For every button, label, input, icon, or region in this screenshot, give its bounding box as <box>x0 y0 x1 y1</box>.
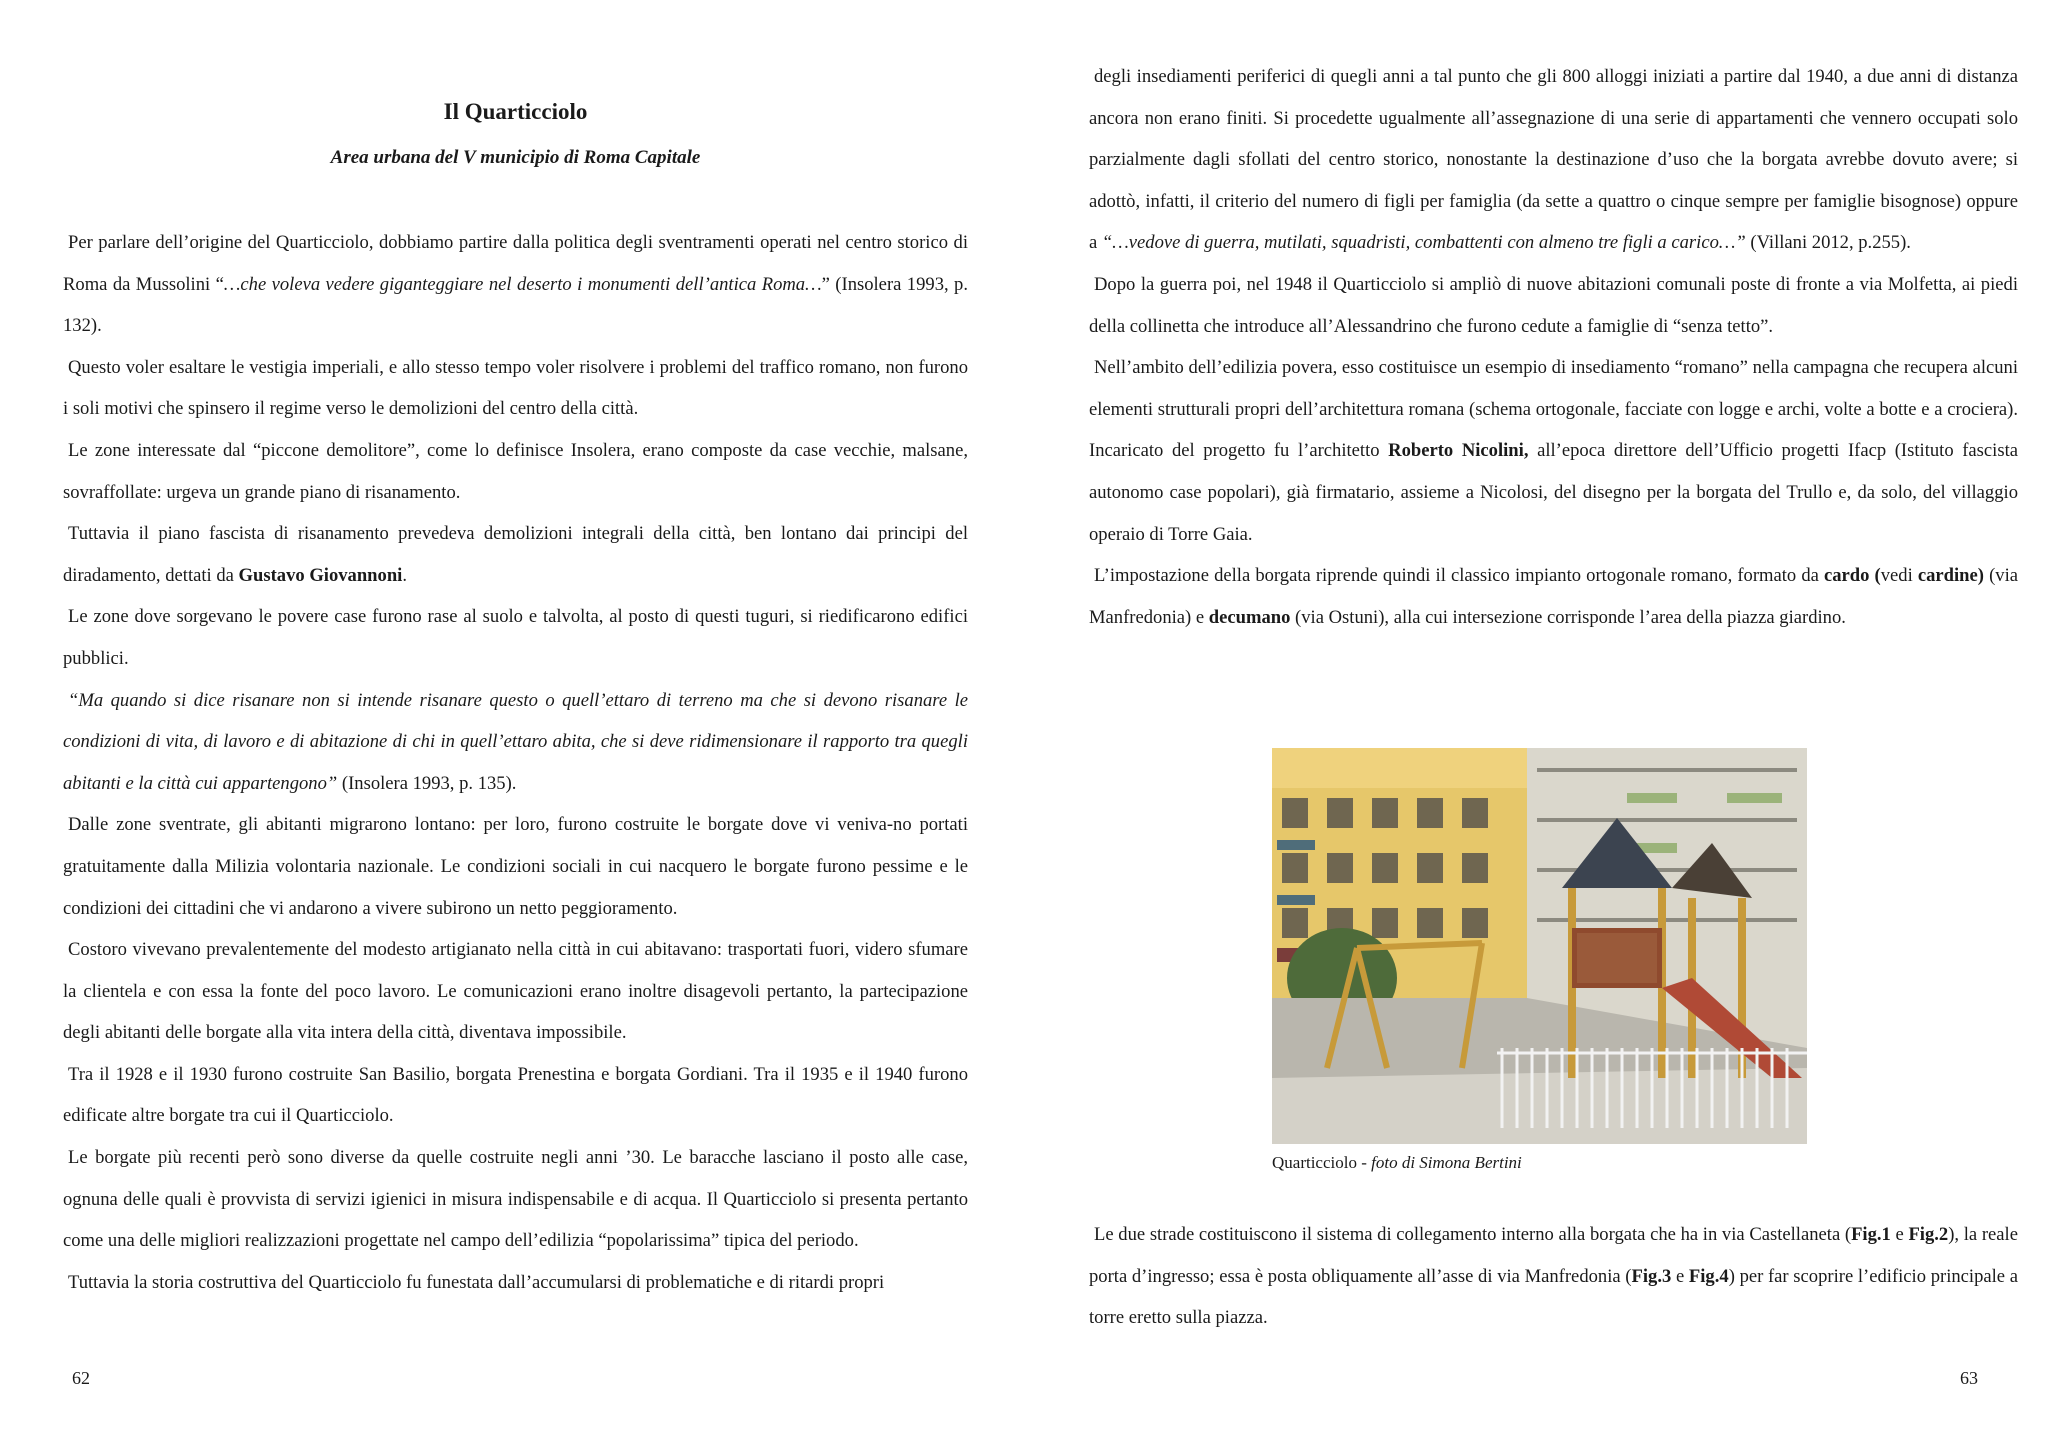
text-run: e <box>1890 1224 1909 1245</box>
caption-credit: foto di Simona Bertini <box>1371 1153 1522 1172</box>
paragraph: Dalle zone sventrate, gli abitanti migrarono lontano: per loro, furono costruite le borgate dove vi veniva-no portati gratuitamente dalla Milizia volontaria nazionale. Le condizioni sociali in cui nacquero le borgate furono pessime e le condizioni dei cittadini che vi andarono a vivere subirono un netto peggioramento. <box>63 814 968 919</box>
bold-term: decumano <box>1208 606 1291 628</box>
text-run: . <box>402 564 407 586</box>
right-page-body-top <box>1089 56 2018 638</box>
page-number: 62 <box>72 1368 90 1388</box>
figure-ref: Fig.2 <box>1908 1224 1949 1245</box>
citation: ” (Insolera 1993, p. 132). <box>63 273 968 337</box>
citation: (Villani 2012, p.255). <box>1745 232 1911 254</box>
page-number: 63 <box>1960 1368 1978 1388</box>
paragraph <box>63 222 968 347</box>
text-run: all’epoca direttore dell’Ufficio progetti Ifacp (Istituto fascista autonomo case popolari), già firmatario, assieme a Nicolosi, del disegno per la borgata del Trullo e, da solo, del villaggio operaio di Torre Gaia. <box>1089 440 2018 545</box>
citation: (Insolera 1993, p. 135). <box>337 772 517 794</box>
text-run: (via Ostuni), alla cui intersezione corrisponde l’area della piazza giardino. <box>1290 606 1846 628</box>
paragraph: Tuttavia la storia costruttiva del Quarticciolo fu funestata dall’accumularsi di problematiche e di ritardi propri <box>68 1271 885 1293</box>
figure-ref: Fig.3 <box>1631 1265 1672 1287</box>
chapter-title: Il Quarticciolo <box>443 99 588 124</box>
text-run: (via Manfredonia) e <box>1089 565 2019 628</box>
figure-ref: Fig.4 <box>1688 1265 1729 1287</box>
paragraph <box>63 680 968 805</box>
text-run: e <box>1671 1265 1689 1287</box>
text-run: ), la reale porta d’ingresso; essa è posta obliquamente all’asse di via Manfredonia ( <box>1089 1224 2018 1287</box>
playground-photo-image <box>1272 748 1807 1144</box>
text-run: Per parlare dell’origine del Quarticciolo, dobbiamo partire dalla politica degli sventramenti operati nel centro storico di Roma da Mussolini “ <box>63 232 968 295</box>
caption-title: Quarticciolo - <box>1272 1153 1372 1172</box>
paragraph <box>1089 347 2018 555</box>
left-page-body <box>63 222 968 1303</box>
paragraph <box>1089 1214 2018 1339</box>
paragraph <box>1089 56 2018 264</box>
paragraph: Le zone dove sorgevano le povere case furono rase al suolo e talvolta, al posto di questi tuguri, si riedificarono edifici pubblici. <box>63 606 968 669</box>
text-run: Tuttavia il piano fascista di risanamento prevedeva demolizioni integrali della città, ben lontano dai principi del diradamento, dettati da <box>63 523 968 586</box>
paragraph <box>1089 555 2018 638</box>
text-run: vedi <box>1880 565 1918 587</box>
quote: …che voleva vedere giganteggiare nel deserto i monumenti dell’antica Roma… <box>223 273 822 295</box>
paragraph: Le zone interessate dal “piccone demolitore”, come lo definisce Insolera, erano composte da case vecchie, malsane, sovraffollate: urgeva un grande piano di risanamento. <box>63 439 968 503</box>
chapter-subtitle: Area urbana del V municipio di Roma Capitale <box>330 147 701 168</box>
paragraph: Tra il 1928 e il 1930 furono costruite San Basilio, borgata Prenestina e borgata Gordiani. Tra il 1935 e il 1940 furono edificate altre borgate tra cui il Quarticciolo. <box>63 1063 968 1127</box>
text-run: ) per far scoprire l’edificio principale a torre eretto sulla piazza. <box>1089 1265 2018 1329</box>
bold-term: cardine) <box>1917 565 1984 587</box>
text-run: degli insediamenti periferici di quegli anni a tal punto che gli 800 alloggi iniziati a partire dal 1940, a due anni di distanza ancora non erano finiti. Si procedette ugualmente all’assegnazione di una serie di appartamenti che vennero occupati solo parzialmente dagli sfollati del centro storico, nonostante la destinazione d’uso che la borgata avrebbe dovuto avere; si adottò, infatti, il criterio del numero di figli per famiglia (da sette a quattro o cinque sempre per famiglie bisognose) oppure a <box>1089 66 2018 254</box>
paragraph: Dopo la guerra poi, nel 1948 il Quarticciolo si ampliò di nuove abitazioni comunali poste di fronte a via Molfetta, ai piedi della collinetta che introduce all’Alessandrino che furono cedute a famiglie di “senza tetto”. <box>1089 273 2018 337</box>
text-run: Le due strade costituiscono il sistema di collegamento interno alla borgata che ha in via Castellaneta ( <box>1094 1224 1852 1245</box>
paragraph <box>63 513 968 596</box>
paragraph: Le borgate più recenti però sono diverse da quelle costruite negli anni ’30. Le baracche lasciano il posto alle case, ognuna delle quali è provvista di servizi igienici in misura indispensabile e di acqua. Il Quarticciolo si presenta pertanto come una delle migliori realizzazioni progettate nel campo dell’edilizia “popolarissima” tipica del periodo. <box>63 1147 968 1252</box>
bold-name: Roberto Nicolini, <box>1388 440 1529 462</box>
quote: “…vedove di guerra, mutilati, squadristi, combattenti con almeno tre figli a carico…” <box>1101 232 1746 254</box>
figure-ref: Fig.1 <box>1851 1224 1891 1245</box>
paragraph: Costoro vivevano prevalentemente del modesto artigianato nella città in cui abitavano: trasportati fuori, videro sfumare la clientela e con essa la fonte del poco lavoro. Le comunicazioni erano inoltre disagevoli pertanto, la partecipazione degli abitanti delle borgate alla vita intera della città, diventava impossibile. <box>63 939 968 1044</box>
quote: “Ma quando si dice risanare non si intende risanare questo o quell’ettaro di terreno ma che si devono risanare le condizioni di vita, di lavoro e di abitazione di chi in quell’ettaro abita, che si deve ridimensionare il rapporto tra quegli abitanti e la città cui appartengono” <box>63 689 968 794</box>
photo-caption <box>1272 1152 1522 1174</box>
text-run: L’impostazione della borgata riprende quindi il classico impianto ortogonale romano, formato da <box>1094 565 1824 587</box>
paragraph: Questo voler esaltare le vestigia imperiali, e allo stesso tempo voler risolvere i problemi del traffico romano, non furono i soli motivi che spinsero il regime verso le demolizioni del centro della città. <box>63 356 968 420</box>
text-run: Nell’ambito dell’edilizia povera, esso costituisce un esempio di insediamento “romano” nella campagna che recupera alcuni elementi strutturali propri dell’architettura romana (schema ortogonale, facciate con logge e archi, volte a botte e a crociera). Incaricato del progetto fu l’architetto <box>1089 357 2018 462</box>
right-page-body-bottom <box>1089 1214 2018 1339</box>
playground-photo <box>1272 748 1807 1144</box>
bold-name: Gustavo Giovannoni <box>238 564 403 586</box>
bold-term: cardo ( <box>1824 565 1881 587</box>
right-page <box>1024 0 2048 1448</box>
